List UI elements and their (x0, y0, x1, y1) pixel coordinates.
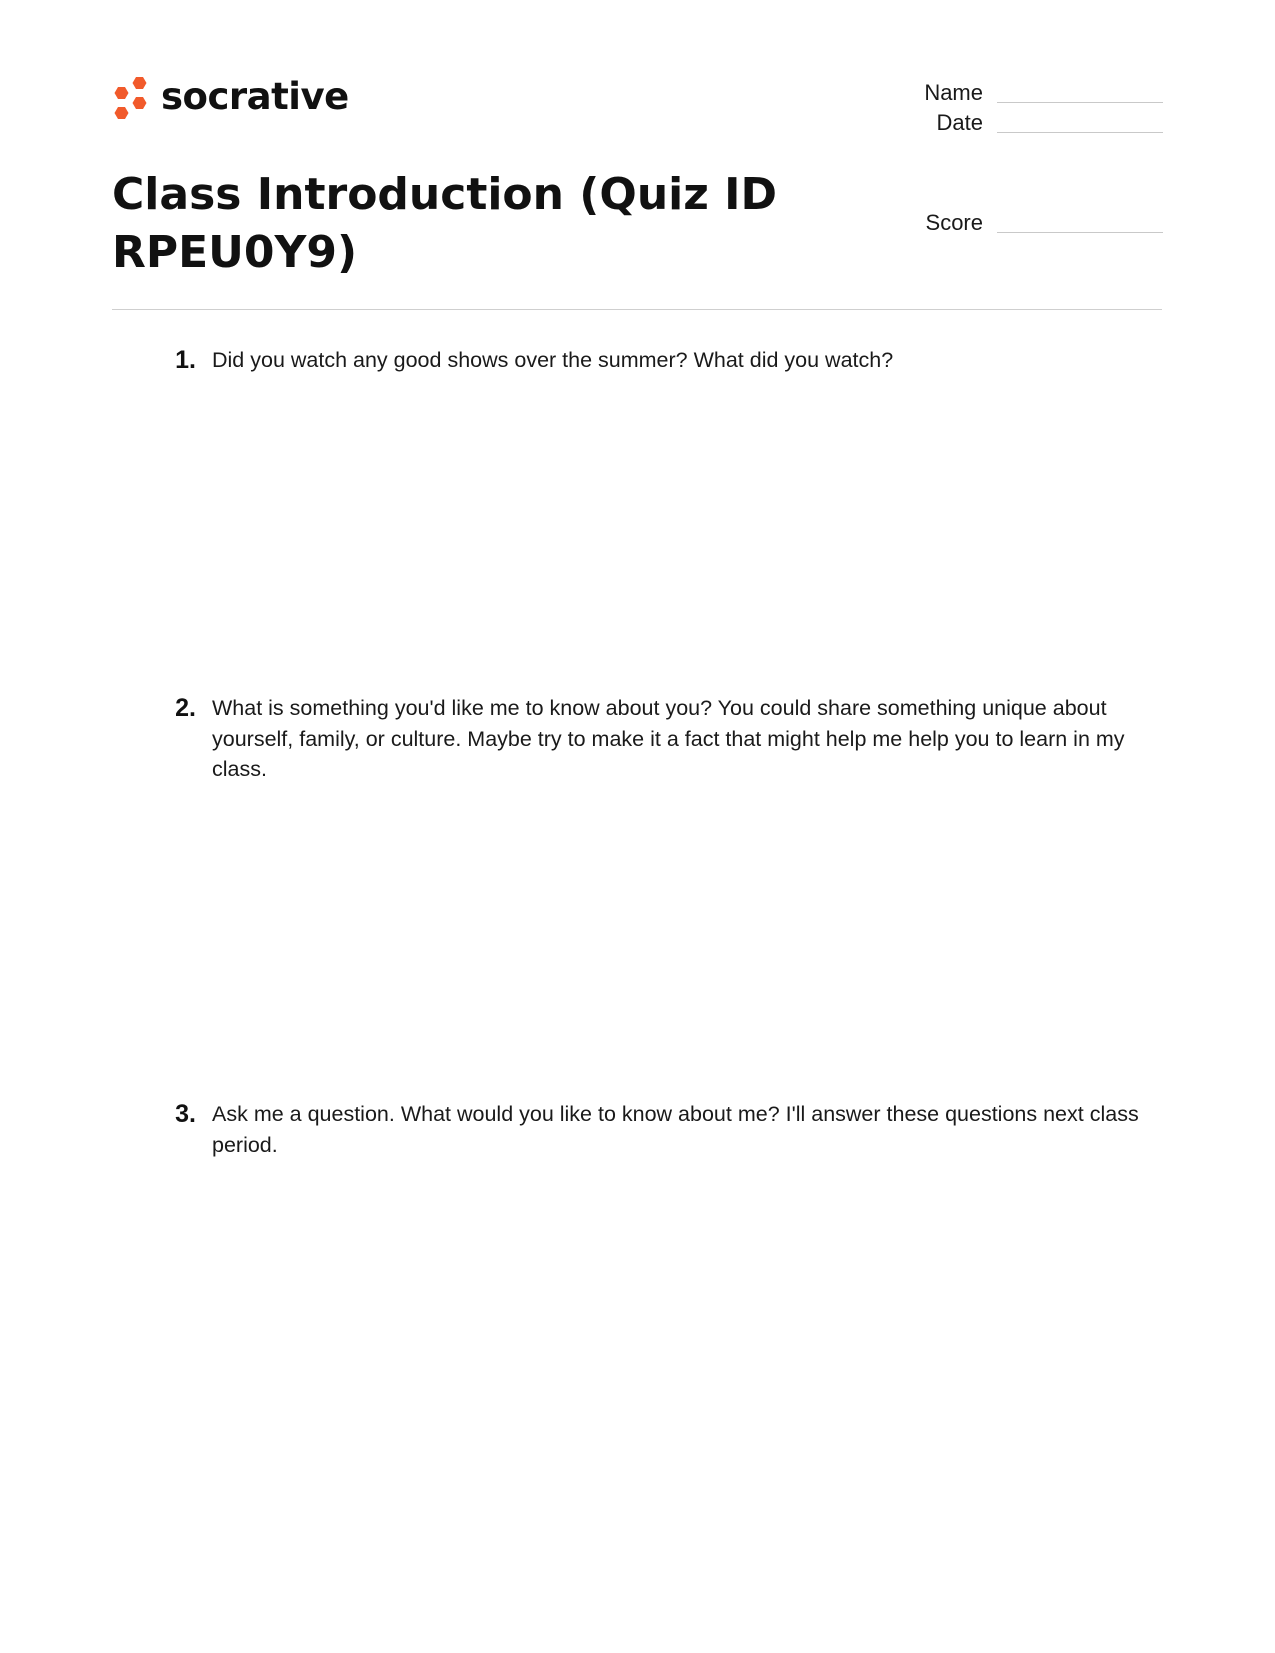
score-label: Score (925, 210, 983, 235)
header-divider (112, 309, 1162, 310)
name-input-line[interactable] (997, 102, 1163, 103)
question-number: 1. (175, 346, 196, 374)
question-number: 2. (175, 694, 196, 722)
question-text: What is something you'd like me to know about you? You could share something unique about yourself, family, or culture. Maybe try to make it a fact that might help me help you to learn in my class. (212, 696, 1125, 781)
quiz-title: Class Introduction (Quiz ID RPEU0Y9) (112, 169, 778, 278)
socrative-logo (110, 72, 349, 122)
hexagon-cluster-icon (110, 72, 150, 122)
question-number: 3. (175, 1100, 196, 1128)
score-field (860, 208, 1160, 238)
date-label: Date (936, 110, 983, 135)
question-text: Did you watch any good shows over the summer? What did you watch? (212, 348, 894, 372)
name-field (860, 78, 1160, 108)
name-label: Name (924, 80, 983, 105)
date-field (860, 108, 1160, 138)
brand-name: socrative (161, 74, 349, 118)
score-input-line[interactable] (997, 232, 1163, 233)
date-input-line[interactable] (997, 132, 1163, 133)
question-text: Ask me a question. What would you like to know about me? I'll answer these questions next class period. (212, 1102, 1139, 1157)
